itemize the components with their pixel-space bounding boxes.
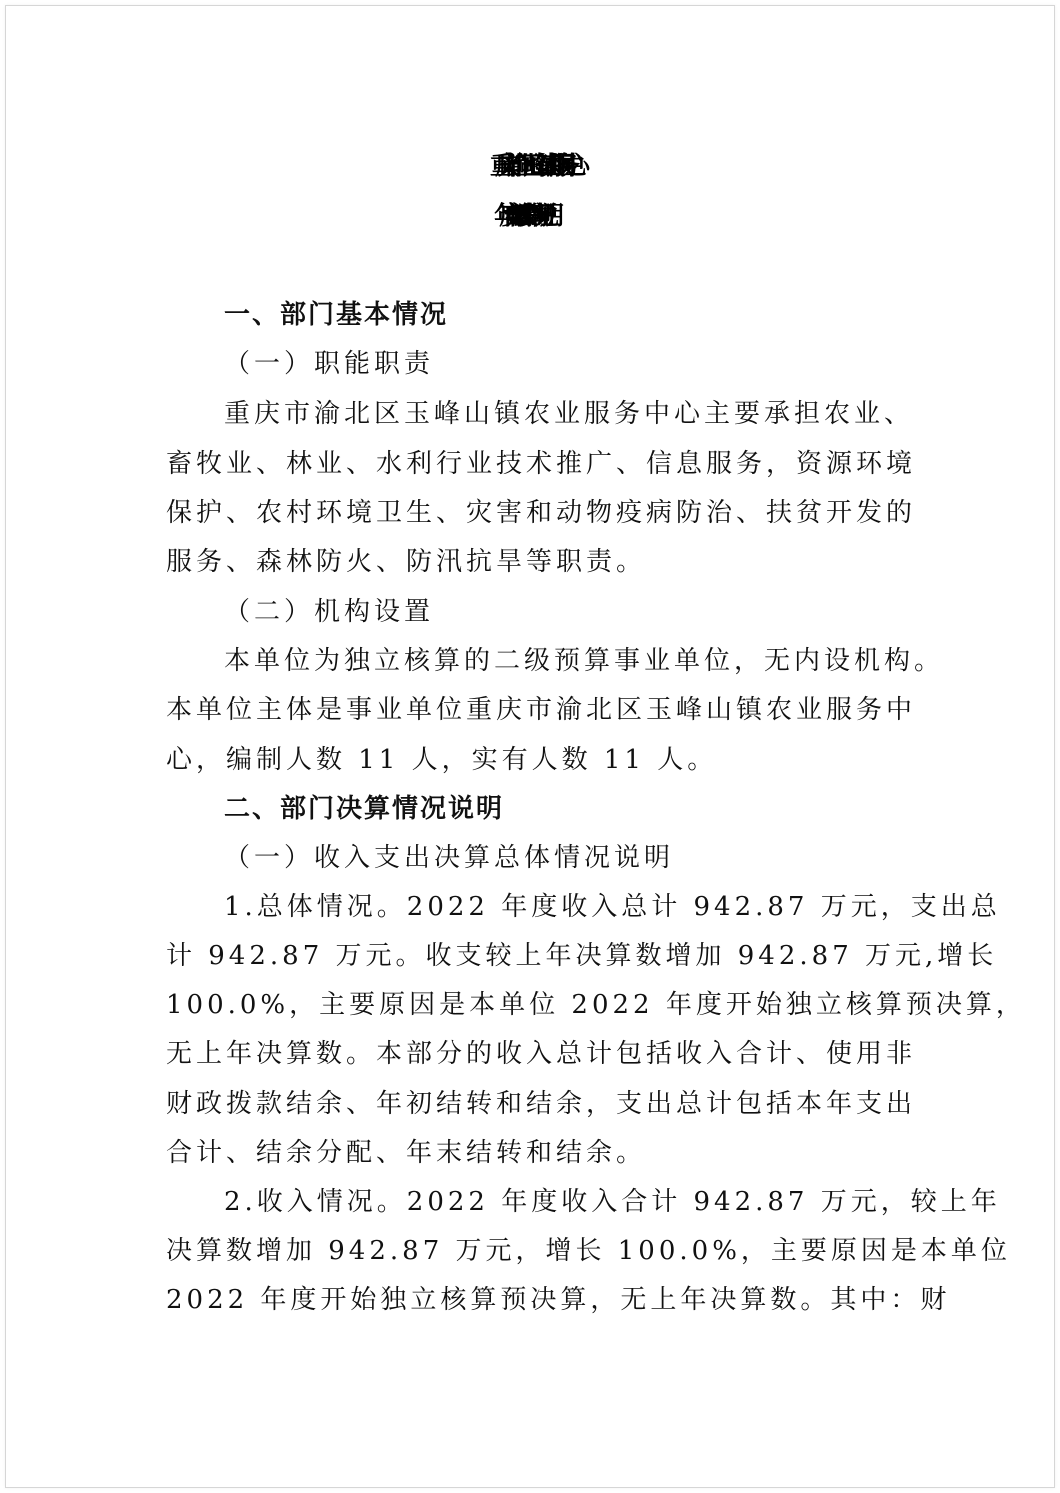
subsection-heading-organization: （二）机构设置 bbox=[224, 597, 435, 627]
paragraph-line: 2022 年度开始独立核算预决算，无上年决算数。其中：财 bbox=[166, 1285, 951, 1315]
paragraph-line: 保护、农村环境卫生、灾害和动物疫病防治、扶贫开发的 bbox=[166, 498, 917, 528]
paragraph-line: 100.0%，主要原因是本单位 2022 年度开始独立核算预决算， bbox=[166, 990, 1026, 1020]
paragraph-line: 1.总体情况。2022 年度收入总计 942.87 万元，支出总 bbox=[224, 892, 1001, 922]
section-heading-2: 二、部门决算情况说明 bbox=[224, 794, 505, 824]
paragraph-line: 畜牧业、林业、水利行业技术推广、信息服务，资源环境 bbox=[166, 449, 917, 479]
document-title-line-2: 2022 年度部门决算情况说明 bbox=[515, 201, 545, 230]
paragraph-line: 重庆市渝北区玉峰山镇农业服务中心主要承担农业、 bbox=[224, 399, 915, 429]
subsection-heading-overview: （一）收入支出决算总体情况说明 bbox=[224, 843, 675, 873]
paragraph-line: 财政拨款结余、年初结转和结余，支出总计包括本年支出 bbox=[166, 1089, 917, 1119]
paragraph-line: 无上年决算数。本部分的收入总计包括收入合计、使用非 bbox=[166, 1039, 917, 1069]
paragraph-line: 服务、森林防火、防汛抗旱等职责。 bbox=[166, 547, 647, 577]
paragraph-line: 计 942.87 万元。收支较上年决算数增加 942.87 万元,增长 bbox=[166, 941, 998, 971]
paragraph-line: 本单位为独立核算的二级预算事业单位，无内设机构。 bbox=[224, 646, 945, 676]
document-title-line-1: 重庆市渝北区玉峰山镇农业服务中心 bbox=[489, 151, 570, 180]
subsection-heading-functions: （一）职能职责 bbox=[224, 349, 435, 379]
paragraph-line: 本单位主体是事业单位重庆市渝北区玉峰山镇农业服务中 bbox=[166, 695, 917, 725]
paragraph-line: 合计、结余分配、年末结转和结余。 bbox=[166, 1138, 647, 1168]
paragraph-line: 2.收入情况。2022 年度收入合计 942.87 万元，较上年 bbox=[224, 1187, 1001, 1217]
section-heading-1: 一、部门基本情况 bbox=[224, 300, 449, 330]
document-page bbox=[5, 5, 1055, 1488]
paragraph-line: 心，编制人数 11 人，实有人数 11 人。 bbox=[166, 745, 718, 775]
paragraph-line: 决算数增加 942.87 万元，增长 100.0%，主要原因是本单位 bbox=[166, 1236, 1011, 1266]
